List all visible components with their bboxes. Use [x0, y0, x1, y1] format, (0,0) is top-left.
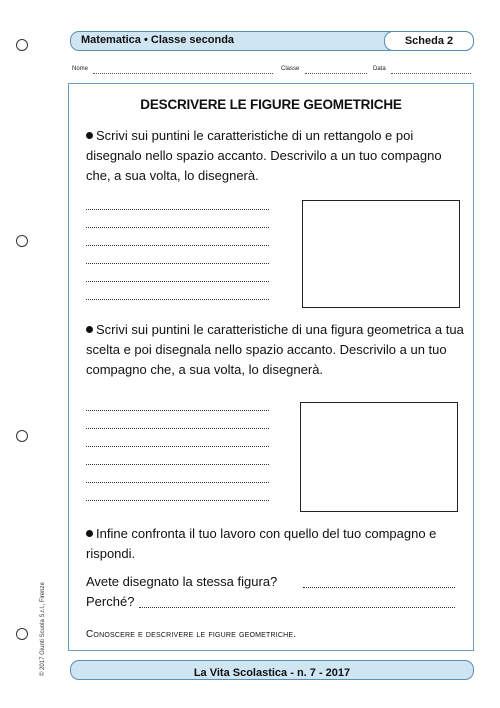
answer-line[interactable]	[86, 209, 269, 210]
binder-hole-lower-middle	[16, 430, 28, 442]
sheet-label: Scheda 2	[404, 35, 454, 47]
answer-line[interactable]	[86, 299, 269, 300]
answer-line[interactable]	[86, 227, 269, 228]
answer-line[interactable]	[86, 428, 269, 429]
question-1-answer[interactable]	[303, 587, 455, 588]
question-1-text: Avete disegnato la stessa figura?	[86, 574, 278, 589]
exercise-1	[86, 126, 466, 186]
date-label: Data	[373, 66, 386, 72]
worksheet-title: DESCRIVERE LE FIGURE GEOMETRICHE	[140, 97, 402, 112]
answer-line[interactable]	[86, 464, 269, 465]
footnote: Conoscere e descrivere le figure geometriche.	[86, 629, 297, 640]
answer-line[interactable]	[86, 410, 269, 411]
binder-hole-upper-middle	[16, 235, 28, 247]
answer-line[interactable]	[86, 281, 269, 282]
bullet-icon	[86, 132, 93, 139]
answer-line[interactable]	[86, 245, 269, 246]
answer-line[interactable]	[86, 263, 269, 264]
exercise-3	[86, 524, 466, 564]
subject-label: Matematica • Classe seconda	[81, 34, 235, 46]
exercise-2-text: Scrivi sui puntini le caratteristiche di una figura geometrica a tua scelta e poi disegnala nello spazio accanto. Descrivilo a un tuo compagno che, a sua volta, lo disegnerà.	[86, 322, 464, 377]
answer-line[interactable]	[86, 482, 269, 483]
exercise-3-text: Infine confronta il tuo lavoro con quello del tuo compagno e rispondi.	[86, 526, 437, 561]
question-2-answer[interactable]	[139, 607, 455, 608]
drawing-box-2[interactable]	[300, 402, 458, 512]
name-field[interactable]	[93, 67, 273, 74]
sheet-tag	[384, 31, 474, 51]
exercise-2	[86, 320, 466, 380]
header-bar	[70, 31, 474, 51]
bullet-icon	[86, 326, 93, 333]
exercise-1-text: Scrivi sui puntini le caratteristiche di un rettangolo e poi disegnalo nello spazio accanto. Descrivilo a un tuo compagno che, a sua volta, lo disegnerà.	[86, 128, 442, 183]
question-1	[86, 574, 277, 589]
bullet-icon	[86, 530, 93, 537]
drawing-box-1[interactable]	[302, 200, 460, 308]
class-field[interactable]	[305, 67, 367, 74]
worksheet-card	[68, 83, 474, 651]
copyright-notice: © 2017 Giunti Scuola S.r.l., Firenze	[40, 582, 46, 676]
question-2	[86, 594, 134, 609]
date-field[interactable]	[391, 67, 471, 74]
binder-hole-bottom	[16, 628, 28, 640]
binder-hole-top	[16, 39, 28, 51]
name-label: Nome	[72, 66, 89, 72]
answer-line[interactable]	[86, 500, 269, 501]
class-label: Classe	[281, 66, 300, 72]
answer-line[interactable]	[86, 446, 269, 447]
question-2-text: Perché?	[86, 594, 135, 609]
footer-label: La Vita Scolastica - n. 7 - 2017	[193, 667, 351, 679]
footer-bar	[70, 660, 474, 680]
